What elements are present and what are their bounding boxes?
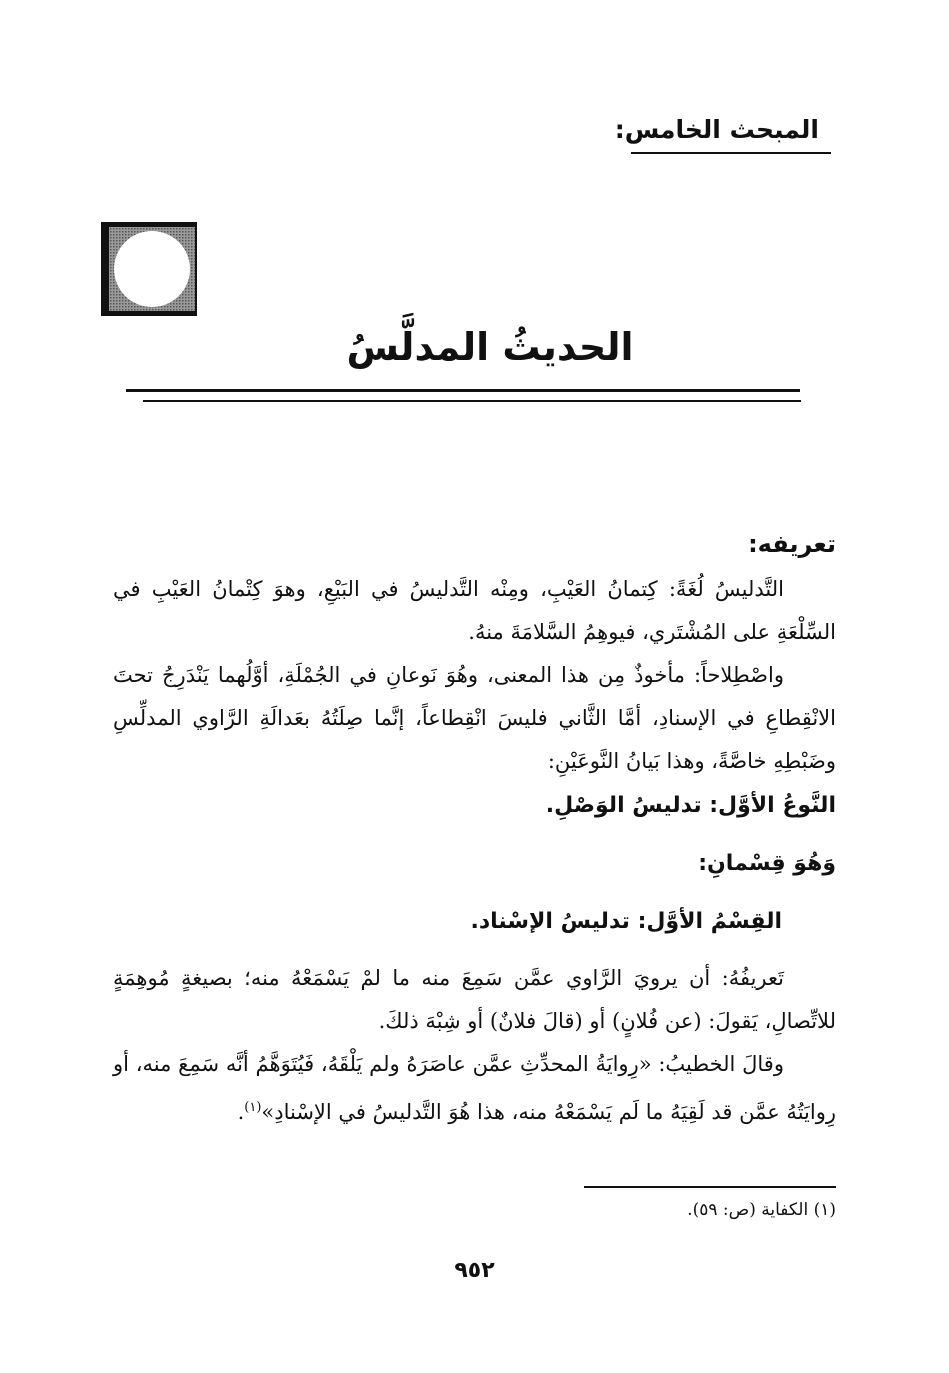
paragraph-technical: واصْطِلاحاً: مأخوذٌ مِن هذا المعنى، وهُوَ نَوعانِ في الجُمْلَةِ، أوَّلُهما يَنْدَرِجُ تحتَ الانْقِطاعِ في الإسنادِ، أمَّا الثَّاني فليسَ انْقِطاعاً، إنَّما صِلَتُهُ بعَدالَةِ الرَّاوي المدلِّسِ وضَبْطِهِ خاصَّةً، وهذا بَيانُ النَّوعَيْنِ:: [113, 663, 836, 773]
page-number: ٩٥٢: [454, 1258, 495, 1283]
body-text: [113, 520, 836, 1134]
section-underline: [631, 152, 831, 154]
chapter-title: الحديثُ المدلَّسُ: [346, 325, 634, 369]
definition-heading: تعريفه:: [748, 530, 836, 558]
footnote: (١) الكفاية (ص: ٥٩).: [687, 1200, 836, 1220]
parts-heading: وَهُوَ قِسْمانِ:: [698, 851, 836, 876]
ornament-frame-icon: [101, 222, 197, 316]
part-one-heading: القِسْمُ الأوَّل: تدليسُ الإسْناد.: [470, 909, 782, 934]
footnote-separator: [584, 1186, 836, 1188]
title-rule-bottom: [143, 400, 801, 402]
paragraph-khatib-quote: [113, 1043, 836, 1134]
khatib-quote-text: وقالَ الخطيبُ: «رِوايَةُ المحدِّثِ عمَّن عاصَرَهُ ولم يَلْقَهُ، فَيُتَوَهَّمُ أنَّه سَمِعَ منه، أو رِوايَتُهُ عمَّن قد لَقِيَهُ ما لَم يَسْمَعْهُ منه، هذا هُوَ التَّدليسُ في الإسْنادِ»: [113, 1052, 836, 1124]
paragraph-linguistic: التَّدليسُ لُغَةً: كِتمانُ العَيْبِ، ومِنْه التَّدليسُ في البَيْعِ، وهوَ كِتْمانُ العَيْبِ في السِّلْعَةِ على المُشْتَري، فيوهِمُ السَّلامَةَ منهُ.: [113, 577, 836, 644]
type-one-heading: النَّوعُ الأوَّل: تدليسُ الوَصْلِ.: [545, 793, 836, 818]
paragraph-definition: تَعريفُهُ: أن يرويَ الرَّاوي عمَّن سَمِعَ منه ما لمْ يَسْمَعْهُ منه؛ بصيغةٍ مُوهِمَةٍ للاتِّصالِ، يَقولَ: (عن فُلانٍ) أو (قالَ فلانٌ) أو شِبْهَ ذلكَ.: [113, 966, 836, 1033]
quote-end: .: [237, 1100, 245, 1124]
title-rule-top: [126, 389, 800, 392]
footnote-ref[interactable]: (١): [244, 1100, 262, 1115]
section-label: المبحث الخامس:: [614, 115, 819, 144]
